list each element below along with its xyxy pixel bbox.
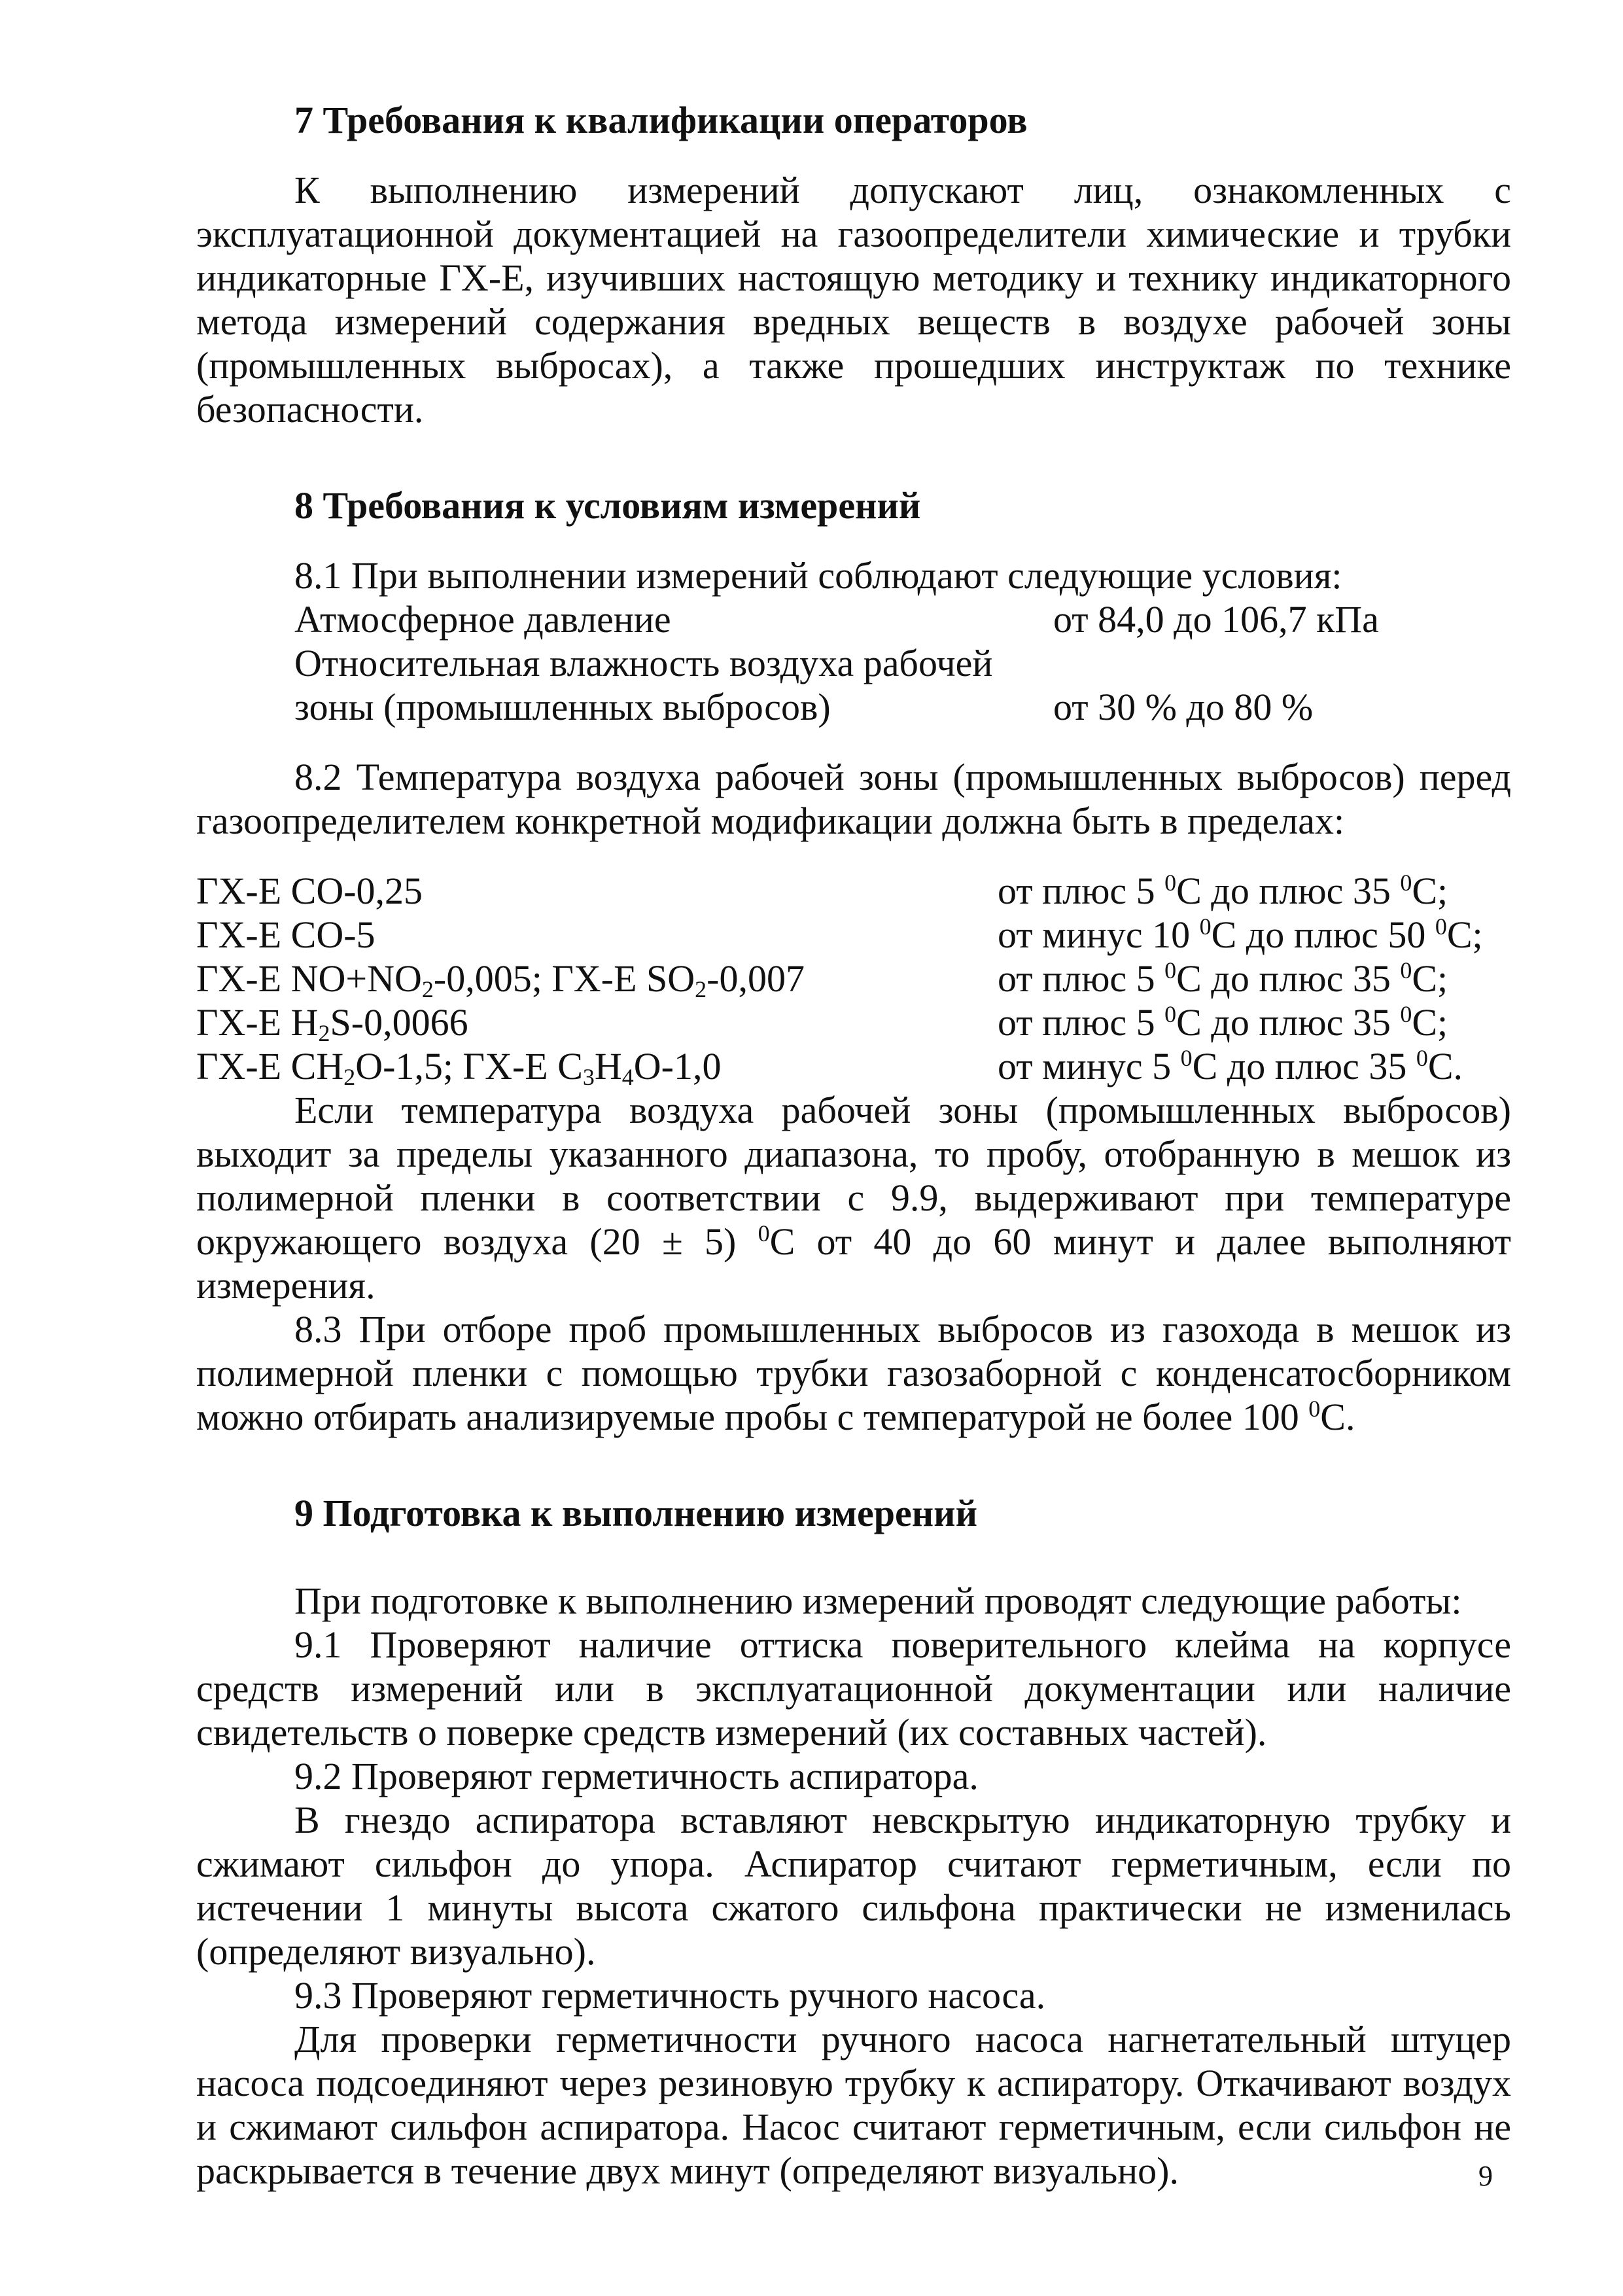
temp-range: от минус 10 $^0$С до плюс 50 $^0$С;	[998, 913, 1483, 956]
temp-model: ГХ-Е $NO+NO_2-0,005$; ГХ-Е $SO_2-0,007$	[196, 957, 805, 1002]
condition-row-humidity-line1	[196, 641, 1511, 685]
paragraph-8-3: 8.3 При отборе проб промышленных выбросов из газохода в мешок из полимерной пленки с помощью трубки газозаборной с конденсатосборником можно отбирать анализируемые пробы с температурой не более 100 $^0$С.	[196, 1308, 1511, 1438]
section-8-title: 8 Требования к условиям измерений	[294, 484, 921, 527]
temp-range: от плюс 5 $^0$С до плюс 35 $^0$С;	[998, 870, 1448, 912]
temp-range: от минус 5 $^0$С до плюс 35 $^0$С.	[998, 1045, 1463, 1087]
paragraph-9-1: 9.1 Проверяют наличие оттиска поверительного клейма на корпусе средств измерений или в эксплуатационной документации или наличие свидетельств о поверке средств измерений (их составных частей).	[196, 1623, 1511, 1754]
condition-label: Атмосферное давление	[294, 598, 671, 641]
section-7-title: 7 Требования к квалификации операторов	[294, 99, 1028, 141]
condition-row-pressure	[196, 597, 1511, 641]
temp-range: от плюс 5 $^0$С до плюс 35 $^0$С;	[998, 1001, 1448, 1044]
temp-model: ГХ-Е СО-0,25	[196, 870, 423, 912]
condition-value: от 84,0 до 106,7 кПа	[1053, 598, 1379, 641]
section-9-intro: При подготовке к выполнению измерений проводят следующие работы:	[294, 1580, 1462, 1622]
condition-label: зоны (промышленных выбросов)	[294, 686, 831, 728]
page-number: 9	[1478, 2160, 1493, 2192]
temp-model: ГХ-Е $CH_2O-1,5$; ГХ-Е $C_3H_4O-1,0$	[196, 1045, 722, 1090]
temp-model: ГХ-Е $H_2S-0,0066$	[196, 1001, 468, 1046]
document-page	[196, 98, 1511, 2193]
section-9-title: 9 Подготовка к выполнению измерений	[294, 1492, 977, 1534]
temp-row-ch2o-c3h4o	[196, 1044, 1511, 1088]
condition-label: Относительная влажность воздуха рабочей	[294, 642, 993, 684]
paragraph-8-2-note: Если температура воздуха рабочей зоны (промышленных выбросов) выходит за пределы указанного диапазона, то пробу, отобранную в мешок из полимерной пленки в соответствии с 9.9, выдерживают при температуре окружающего воздуха (20 ± 5) $^0$С от 40 до 60 минут и далее выполняют измерения.	[196, 1089, 1511, 1307]
temp-row-co-025	[196, 869, 1511, 913]
temp-row-h2s	[196, 1000, 1511, 1044]
paragraph-9-2: 9.2 Проверяют герметичность аспиратора.	[294, 1755, 979, 1797]
paragraph-8-2: 8.2 Температура воздуха рабочей зоны (промышленных выбросов) перед газоопределителем конкретной модификации должна быть в пределах:	[196, 756, 1511, 842]
temp-row-co-5	[196, 913, 1511, 957]
paragraph-9-3: 9.3 Проверяют герметичность ручного насоса.	[294, 1974, 1046, 2017]
temp-range: от плюс 5 $^0$С до плюс 35 $^0$С;	[998, 957, 1448, 1000]
section-7-paragraph: К выполнению измерений допускают лиц, ознакомленных с эксплуатационной документацией на газоопределители химические и трубки индикаторные ГХ-Е, изучивших настоящую методику и технику индикаторного метода измерений содержания вредных веществ в воздухе рабочей зоны (промышленных выбросах), а также прошедших инструктаж по технике безопасности.	[196, 169, 1511, 431]
condition-value: от 30 % до 80 %	[1053, 686, 1314, 728]
paragraph-9-2-text: В гнездо аспиратора вставляют невскрытую индикаторную трубку и сжимают сильфон до упора. Аспиратор считают герметичным, если по истечении 1 минуты высота сжатого сильфона практически не изменилась (определяют визуально).	[196, 1799, 1511, 1973]
temp-model: ГХ-Е СО-5	[196, 913, 375, 956]
paragraph-8-1: 8.1 При выполнении измерений соблюдают следующие условия:	[294, 554, 1342, 597]
temp-row-no-so2	[196, 957, 1511, 1000]
paragraph-9-3-text: Для проверки герметичности ручного насоса нагнетательный штуцер насоса подсоединяют через резиновую трубку к аспиратору. Откачивают воздух и сжимают сильфон аспиратора. Насос считают герметичным, если сильфон не раскрывается в течение двух минут (определяют визуально).	[196, 2018, 1511, 2192]
condition-row-humidity-line2	[196, 685, 1511, 729]
